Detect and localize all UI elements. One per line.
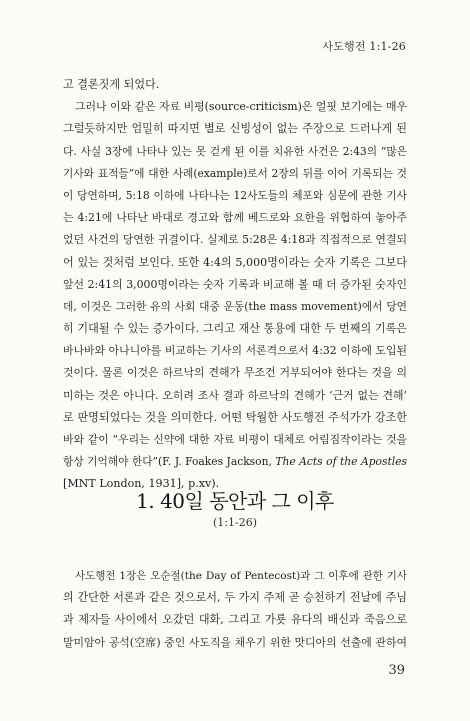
text-line: 그럴듯하지만 엄밀히 따지면 별로 신빙성이 없는 주장으로 드러나게 된	[63, 122, 407, 136]
text-line: 바와 같이 “우리는 신약에 대한 자료 비평이 대체로 어림짐작이라는 것을	[63, 433, 407, 446]
book-title: The Acts of the Apostles	[275, 455, 407, 469]
text-line: 로 판명되었다는 것을 의미한다. 어떤 탁월한 사도행전 주석가가 강조한	[63, 410, 407, 424]
text-line: 의 간단한 서론과 같은 것으로서, 두 가지 주제 곧 승천하기 전날에 주님	[63, 591, 407, 605]
text-line: 다. 사실 3장에 나타나 있는 못 걷게 된 이를 치유한 사건은 2:43의 “많은	[63, 144, 407, 158]
text-line: 기사와 표적들”에 대한 사례(example)로서 2장의 뒤를 이어 기록되는 것	[63, 166, 407, 180]
page-number: 39	[388, 663, 405, 678]
text-line: 이 당연하며, 5:18 이하에 나타나는 12사도들의 체포와 심문에 관한 기사	[63, 188, 407, 202]
text-line: 미하는 것은 아니다. 오히려 조사 결과 하르낙의 견해가 ‘근거 없는 견해’	[63, 388, 407, 402]
body-text	[63, 74, 407, 496]
text-line: 사도행전 1장은 오순절(the Day of Pentecost)과 그 이후에 관한 기사	[75, 570, 407, 582]
text-line: 고 결론짓게 되었다.	[63, 78, 160, 91]
text-line: 데, 이것은 그러한 유의 사회 대중 운동(the mass movement)에서 당연	[63, 299, 407, 313]
text-line: 었던 사건의 당연한 귀결이다. 실제로 5:28은 4:18과 직접적으로 연결되	[63, 233, 407, 247]
text-line: [MNT London, 1931], p.xv).	[63, 477, 220, 491]
text-line: 말미암아 공석(空席) 중인 사도직을 채우기 위한 맛디아의 선출에 관하여	[63, 635, 407, 649]
text-line: 그러나 이와 같은 자료 비평(source-criticism)은 얼핏 보기에는 매우	[75, 100, 407, 114]
text-line: 앞선 2:41의 3,000명이라는 숫자 기록과 비교해 볼 때 더 증가된 숫자인	[63, 277, 407, 291]
running-header: 사도행전 1:1-26	[322, 40, 406, 53]
text-line: 바나바와 아나니아를 비교하는 기사의 서론격으로서 4:32 이하에 도입된	[63, 344, 407, 358]
text-line: 는 4:21에 나타난 바대로 경고와 함께 베드로와 요한을 위협하여 놓아주	[63, 211, 407, 225]
text-line: 과 제자들 사이에서 오갔던 대화, 그리고 가룟 유다의 배신과 죽음으로	[63, 613, 407, 627]
section-range: (1:1-26)	[213, 516, 257, 529]
text-line: 항상 기억해야 한다”(F. J. Foakes Jackson, The Acts of the Apostles	[63, 455, 407, 469]
text-line: 어 있는 것처럼 보인다. 또한 4:4의 5,000명이라는 숫자 기록은 그보다	[63, 255, 407, 269]
text-line: 히 기대될 수 있는 증가이다. 그리고 재산 통용에 대한 두 번째의 기록은	[63, 322, 407, 336]
section-heading: 1. 40일 동안과 그 이후	[136, 489, 334, 513]
text-line: 것이다. 물론 이것은 하르낙의 견해가 무조건 거부되어야 한다는 것을 의	[63, 366, 407, 380]
section-text	[63, 565, 407, 654]
